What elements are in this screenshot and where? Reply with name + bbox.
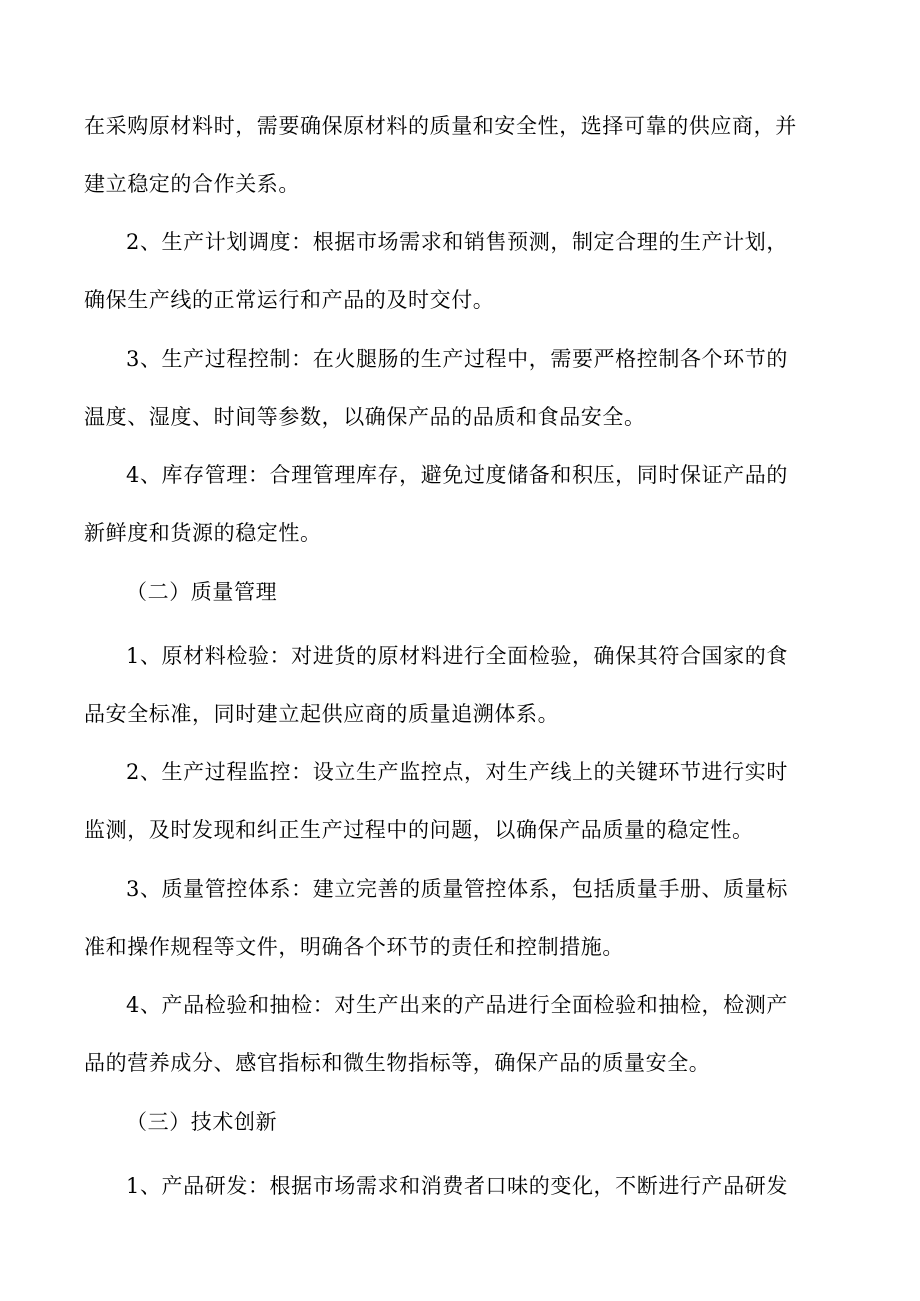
section-heading-quality-management: （二）质量管理 [126,580,278,604]
text-line: 1、原材料检验：对进货的原材料进行全面检验，确保其符合国家的食 [126,644,788,668]
paragraph-inventory-management [84,446,836,562]
section-heading-tech-innovation: （三）技术创新 [126,1110,278,1134]
text-line: 3、质量管控体系：建立完善的质量管控体系，包括质量手册、质量标 [126,877,788,901]
text-line: 品安全标准，同时建立起供应商的质量追溯体系。 [84,702,560,726]
paragraph-production-scheduling [84,213,836,329]
paragraph-quality-control-system [84,860,836,976]
text-line: 2、生产计划调度：根据市场需求和销售预测，制定合理的生产计划， [126,230,788,254]
text-line: 3、生产过程控制：在火腿肠的生产过程中，需要严格控制各个环节的 [126,347,788,371]
text-line: 2、生产过程监控：设立生产监控点，对生产线上的关键环节进行实时 [126,760,788,784]
text-line: 新鲜度和货源的稳定性。 [84,521,322,545]
text-line: 建立稳定的合作关系。 [84,172,300,196]
paragraph-process-control [84,330,836,446]
text-line: 在采购原材料时，需要确保原材料的质量和安全性，选择可靠的供应商，并 [84,114,797,138]
text-line: 确保生产线的正常运行和产品的及时交付。 [84,288,495,312]
text-line: 4、库存管理：合理管理库存，避免过度储备和积压，同时保证产品的 [126,463,788,487]
paragraph-raw-material-inspection [84,627,836,743]
paragraph-procurement-continued [84,97,836,213]
text-line: 4、产品检验和抽检：对生产出来的产品进行全面检验和抽检，检测产 [126,993,788,1017]
text-line: 品的营养成分、感官指标和微生物指标等，确保产品的质量安全。 [84,1051,711,1075]
text-line: 准和操作规程等文件，明确各个环节的责任和控制措施。 [84,935,624,959]
paragraph-process-monitoring [84,743,836,859]
text-line: 监测，及时发现和纠正生产过程中的问题，以确保产品质量的稳定性。 [84,818,754,842]
text-line: 1、产品研发：根据市场需求和消费者口味的变化，不断进行产品研发 [126,1174,788,1198]
paragraph-product-rd [84,1157,836,1215]
paragraph-product-inspection [84,976,836,1092]
text-line: 温度、湿度、时间等参数，以确保产品的品质和食品安全。 [84,405,646,429]
